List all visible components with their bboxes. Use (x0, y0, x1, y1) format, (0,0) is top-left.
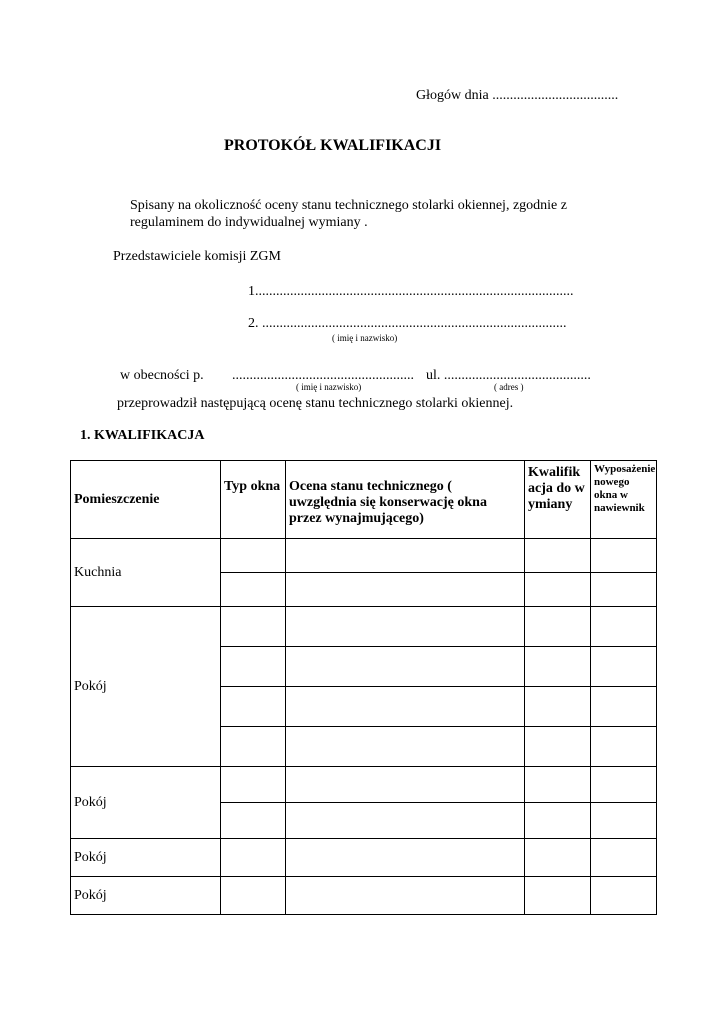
window-type-cell[interactable] (221, 607, 286, 647)
intro-line-2: regulaminem do indywidualnej wymiany . (130, 215, 368, 230)
assessment-cell[interactable] (286, 687, 525, 727)
header-room: Pomieszczenie (71, 461, 221, 539)
committee-member-caption: ( imię i nazwisko) (332, 333, 398, 343)
assessment-cell[interactable] (286, 647, 525, 687)
section-heading: 1. KWALIFIKACJA (80, 428, 205, 443)
qualification-cell[interactable] (525, 647, 591, 687)
table-header-row (71, 461, 657, 539)
header-equipment: Wyposażenie nowego okna w nawiewnik (591, 461, 657, 539)
assessment-cell[interactable] (286, 803, 525, 839)
qualification-cell[interactable] (525, 573, 591, 607)
window-type-cell[interactable] (221, 839, 286, 877)
document-title: PROTOKÓŁ KWALIFIKACJI (224, 137, 442, 154)
window-type-cell[interactable] (221, 767, 286, 803)
equipment-cell[interactable] (591, 647, 657, 687)
equipment-cell[interactable] (591, 573, 657, 607)
header-assessment: Ocena stanu technicznego ( uwzględnia się konserwację okna przez wynajmującego) (286, 461, 525, 539)
qualification-cell[interactable] (525, 539, 591, 573)
equipment-cell[interactable] (591, 727, 657, 767)
equipment-cell[interactable] (591, 687, 657, 727)
room-cell-kitchen: Kuchnia (71, 539, 221, 607)
qualification-cell[interactable] (525, 727, 591, 767)
table-row (71, 607, 657, 647)
table-row (71, 839, 657, 877)
room-cell-room-4: Pokój (71, 877, 221, 915)
presence-name-line: .................................................... (232, 368, 414, 383)
qualification-cell[interactable] (525, 877, 591, 915)
equipment-cell[interactable] (591, 607, 657, 647)
window-type-cell[interactable] (221, 573, 286, 607)
qualification-table (70, 460, 657, 915)
equipment-cell[interactable] (591, 839, 657, 877)
assessment-cell[interactable] (286, 539, 525, 573)
window-type-cell[interactable] (221, 803, 286, 839)
assessment-cell[interactable] (286, 573, 525, 607)
window-type-cell[interactable] (221, 647, 286, 687)
qualification-cell[interactable] (525, 803, 591, 839)
equipment-cell[interactable] (591, 539, 657, 573)
qualification-cell[interactable] (525, 839, 591, 877)
room-cell-room-1: Pokój (71, 607, 221, 767)
assessment-cell[interactable] (286, 607, 525, 647)
window-type-cell[interactable] (221, 539, 286, 573)
assessment-cell[interactable] (286, 839, 525, 877)
qualification-cell[interactable] (525, 687, 591, 727)
header-window-type: Typ okna (221, 461, 286, 539)
place-date-line: Głogów dnia .................................... (416, 88, 619, 103)
assessment-cell[interactable] (286, 727, 525, 767)
equipment-cell[interactable] (591, 767, 657, 803)
committee-member-2-line: 2. ....................................................................................... (248, 316, 567, 331)
presence-label: w obecności p. (120, 368, 204, 383)
presence-street-line: ul. .......................................... (426, 368, 591, 383)
committee-label: Przedstawiciele komisji ZGM (113, 249, 281, 264)
window-type-cell[interactable] (221, 687, 286, 727)
table-row (71, 767, 657, 803)
equipment-cell[interactable] (591, 877, 657, 915)
assessment-cell[interactable] (286, 767, 525, 803)
header-qualification: Kwalifikacja do wymiany (525, 461, 591, 539)
qualification-cell[interactable] (525, 767, 591, 803)
intro-line-1: Spisany na okoliczność oceny stanu technicznego stolarki okiennej, zgodnie z (130, 198, 567, 213)
table-row (71, 539, 657, 573)
qualification-cell[interactable] (525, 607, 591, 647)
window-type-cell[interactable] (221, 727, 286, 767)
committee-member-1-line: 1........................................................................................... (248, 284, 574, 299)
equipment-cell[interactable] (591, 803, 657, 839)
presence-address-caption: ( adres ) (494, 382, 524, 392)
room-cell-room-2: Pokój (71, 767, 221, 839)
conducted-statement: przeprowadził następującą ocenę stanu technicznego stolarki okiennej. (117, 396, 514, 411)
room-cell-room-3: Pokój (71, 839, 221, 877)
assessment-cell[interactable] (286, 877, 525, 915)
presence-name-caption: ( imię i nazwisko) (296, 382, 362, 392)
window-type-cell[interactable] (221, 877, 286, 915)
table-row (71, 877, 657, 915)
